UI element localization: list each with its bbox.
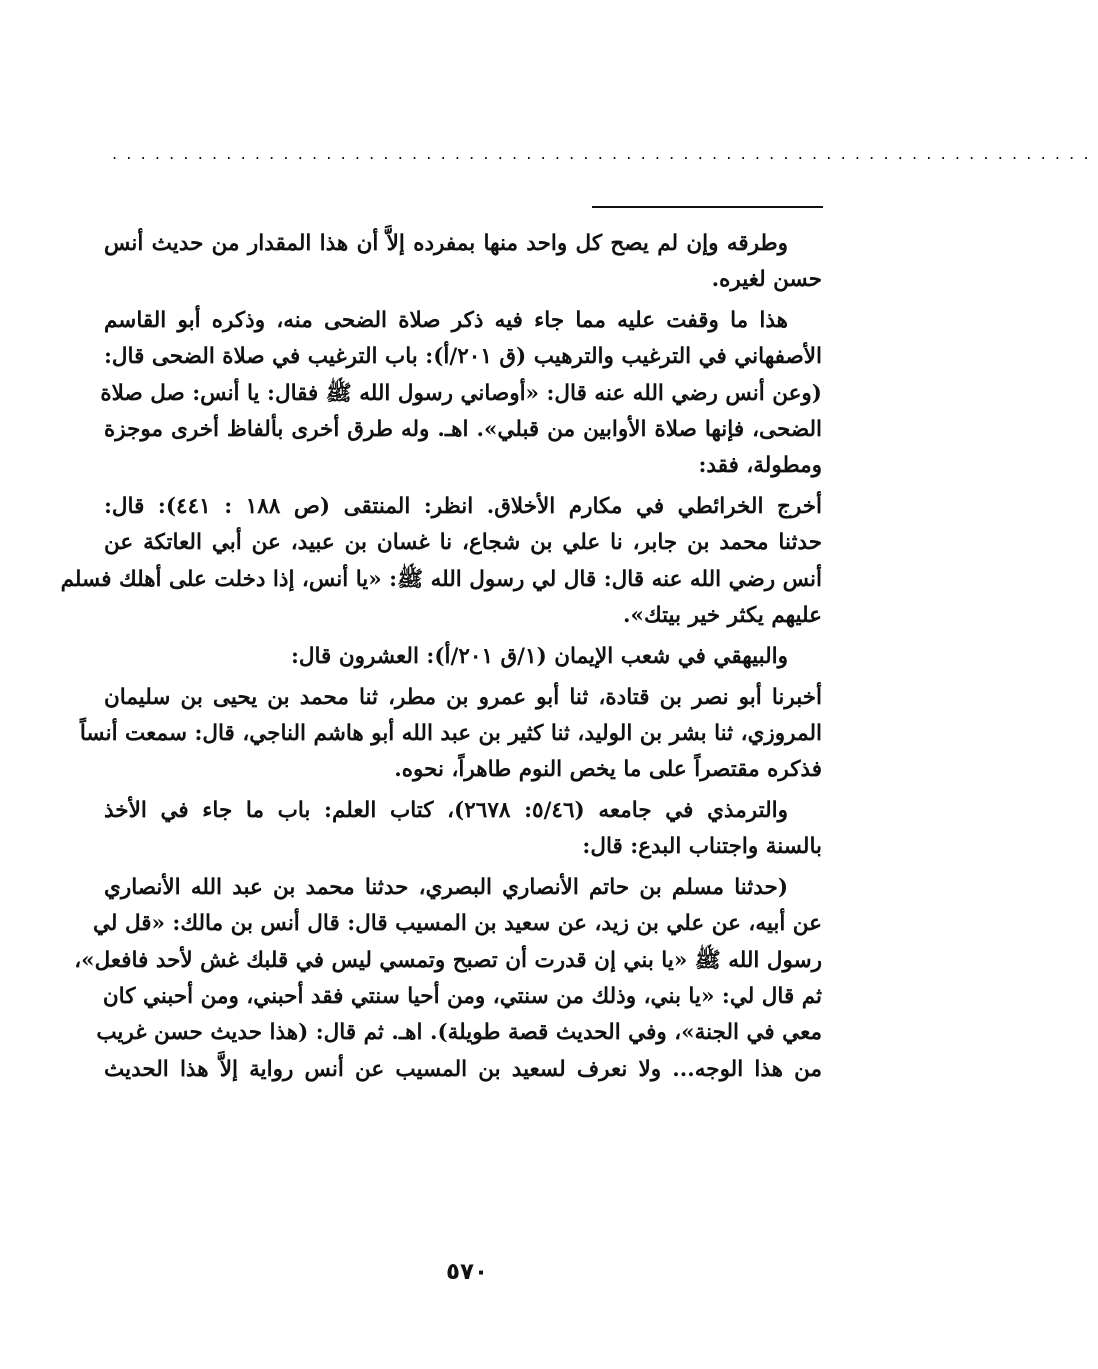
- text-line: الأصفهاني في الترغيب والترهيب (ق ٢٠١/أ): باب الترغيب في صلاة الضحى قال:: [103, 344, 822, 370]
- page-number: ٥٧٠: [445, 1259, 489, 1285]
- text-line: ثم قال لي: «يا بني، وذلك من سنتي، ومن أحيا سنتي فقد أحبني، ومن أحبني كان: [102, 983, 822, 1009]
- text-line: وطرقه وإن لم يصح كل واحد منها بمفرده إلاَّ أن هذا المقدار من حديث أنس: [104, 231, 788, 256]
- text-line: أنس رضي الله عنه قال: قال لي رسول الله ﷺ: «يا أنس، إذا دخلت على أهلك فسلم: [60, 566, 822, 592]
- text-line: حدثنا محمد بن جابر، نا علي بن شجاع، نا غسان بن عبيد، عن أبي العاتكة عن: [104, 530, 822, 556]
- text-line: حسن لغيره.: [711, 267, 822, 293]
- text-line: معي في الجنة»، وفي الحديث قصة طويلة). اهـ. ثم قال: (هذا حديث حسن غريب: [96, 1020, 822, 1046]
- text-line: أخبرنا أبو نصر بن قتادة، ثنا أبو عمرو بن مطر، ثنا محمد بن يحيى بن سليمان: [104, 684, 822, 710]
- dotted-separator: .....................................................................: [112, 144, 1098, 163]
- text-line: والبيهقي في شعب الإيمان (١/ق ٢٠١/أ): العشرون قال:: [290, 643, 788, 669]
- footnote-rule: [592, 206, 823, 208]
- text-line: فذكره مقتصراً على ما يخص النوم طاهراً، نحوه.: [394, 757, 822, 783]
- text-line: أخرج الخرائطي في مكارم الأخلاق. انظر: المنتقى (ص ١٨٨ : ٤٤١): قال:: [104, 494, 822, 520]
- text-line: الضحى، فإنها صلاة الأوابين من قبلي». اهـ. وله طرق أخرى بألفاظ أخرى موجزة: [104, 416, 822, 442]
- text-line: عليهم يكثر خير بيتك».: [623, 602, 822, 628]
- text-line: من هذا الوجه... ولا نعرف لسعيد بن المسيب عن أنس رواية إلاَّ هذا الحديث: [104, 1056, 822, 1082]
- text-line: (حدثنا مسلم بن حاتم الأنصاري البصري، حدثنا محمد بن عبد الله الأنصاري: [104, 875, 788, 901]
- text-line: رسول الله ﷺ «يا بني إن قدرت أن تصبح وتمسي ليس في قلبك غش لأحد فافعل»،: [74, 947, 822, 973]
- text-line: هذا ما وقفت عليه مما جاء فيه ذكر صلاة الضحى منه، وذكره أبو القاسم: [104, 308, 788, 334]
- text-line: عن أبيه، عن علي بن زيد، عن سعيد بن المسيب قال: قال أنس بن مالك: «قل لي: [92, 911, 822, 937]
- text-line: والترمذي في جامعه (٥/٤٦: ٢٦٧٨)، كتاب العلم: باب ما جاء في الأخذ: [104, 797, 788, 823]
- text-line: المروزي، ثنا بشر بن الوليد، ثنا كثير بن عبد الله أبو هاشم الناجي، قال: سمعت أنساً: [79, 720, 822, 746]
- text-line: (وعن أنس رضي الله عنه قال: «أوصاني رسول الله ﷺ فقال: يا أنس: صل صلاة: [100, 380, 822, 406]
- text-line: بالسنة واجتناب البدع: قال:: [582, 834, 822, 860]
- text-line: ومطولة، فقد:: [698, 453, 822, 479]
- body-text: [60, 226, 822, 1088]
